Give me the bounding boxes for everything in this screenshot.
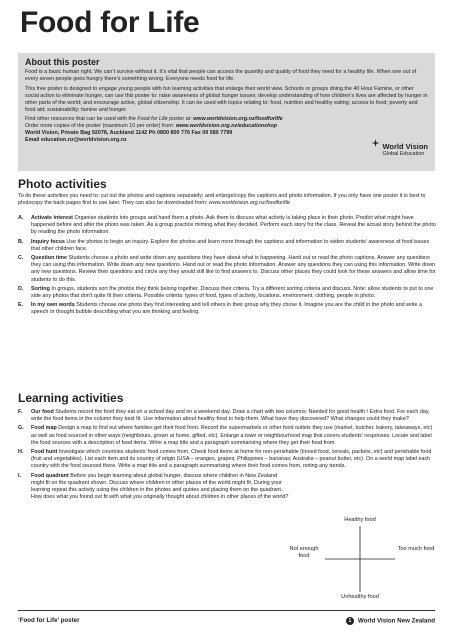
about-box [18,53,435,171]
list-item [18,239,438,253]
list-item [18,215,438,237]
item-keyword: Inquiry focus [31,238,65,245]
about-paragraph-1: Food is a basic human right. We can’t survive without it. It’s vital that people can access the quantity and quality of food they need for a healthy life. When one out of every seven people goes hungry there’s something wrong. Everyone needs food for life. [25,69,417,82]
item-letter: C. [18,254,24,261]
item-text: Organise students into groups and hand them a photo. Ask them to discuss what activity is taking place in their photo. Predict what might have happened before and after the photo was taken. As a group practice miming what they decided. Perform each story for the class. Reveal the actual story behind the photo by reading the photo information. [31,215,436,236]
item-keyword: Question time [31,254,67,261]
contact-info [25,116,428,144]
item-letter: E. [18,302,24,309]
item-keyword: Activate interest [31,215,73,221]
item-keyword: Food quadrant [31,472,69,479]
item-letter: D. [18,285,24,292]
footer-divider [18,610,435,611]
quadrant-label-bottom: Unhealthy food [341,594,379,600]
star-logo-icon [371,139,380,147]
item-letter: I. [18,472,21,479]
address-line: World Vision, Private Bag 92078, Auckland 1142 Ph 0800 800 776 Fax 09 580 7799 [25,130,233,137]
item-letter: H. [18,448,24,455]
list-item [18,409,438,423]
quadrant-label-right: Too much food [397,546,435,552]
footer-poster-name: ‘Food for Life’ poster [18,617,80,624]
quadrant-label-left: Not enough food [289,546,319,559]
item-letter: B. [18,238,24,245]
about-paragraph-2: This free poster is designed to engage young people with fun learning activities that enlarge their world view. Schools or groups doing the 40 Hour Famine, or other social action to eliminate hunger, can use this poster to: raise awareness of global hunger issues; develop understanding of how children’s lives are affected by hunger in other parts of the world; and encourage active, global citizenship. It can be used with topics relating to: food, nutrition and healthy eating; access to food; poverty and food aid; sustainability; famine and hunger. [25,85,428,113]
page-title: Food for Life [20,6,200,39]
find-italic: Food for Life [137,116,168,123]
item-text: Investigate which countries students’ food comes from. Check food items at home for non-perishable (tinned food, cereals, packets, etc) and perishable food (fruit and vegetables). List each item and its country of origin (USA – oranges, grapes; Philippines – bananas; Australia – peanut butter, etc). On a world map label each country with the food sourced there. Write a map title and a paragraph summarising where their food comes from, noting any trends. [31,448,432,470]
item-keyword: Our food [31,409,54,415]
item-text: Students record the food they eat on a school day and on a weekend day. Draw a chart with two columns: Needed for good health / Extra food. For each day, write the food items in the column they best fit. Use information about healthy food to help them. What have they discovered? What changes could they make? [31,409,430,423]
photo-intro-text: To do these activities you need to: cut out the photos and captions separately; and enlarge/copy the captions and photo information. If you only have one poster it is best to photocopy the back pages first to use later. They can also be downloaded from: [18,193,426,207]
email-line[interactable]: Email education.nz@worldvision.org.nz [25,137,127,144]
logo-name: World Vision [382,142,428,151]
item-keyword: Sorting [31,285,50,292]
food-quadrant-diagram [285,514,435,604]
list-item [18,255,438,284]
item-text: Students choose one photo they find interesting and tell others in their group why they chose it. Imagine you are the child in the photo and write a speech or thought bubble describing what you are thinking and feeling. [31,302,423,316]
item-letter: F. [18,409,23,415]
find-url-link[interactable]: www.worldvision.org.nz/foodforlife [193,116,283,123]
list-item [18,425,438,447]
list-item [18,449,438,471]
item-keyword: In my own words [31,302,75,309]
learning-activity-list [18,409,438,503]
find-mid: poster at: [167,116,194,123]
logo-sub: Global Education [382,151,425,157]
item-text: Use the photos to begin an inquiry. Explore the photos and learn more through the captions and information to widen students’ awareness of food issues that other children face. [31,238,430,252]
list-item [18,473,438,502]
order-url-link[interactable]: www.worldvision.org.nz/educationshop [175,123,278,130]
page-number: 1 [346,617,354,625]
about-heading: About this poster [25,57,100,67]
photo-activity-list [18,215,438,318]
photo-intro [18,193,438,207]
footer-org [346,617,435,625]
list-item [18,286,438,300]
item-text: Design a map to find out where families get their food from. Record the supermarkets or other food outlets they use (market, butcher, bakery, takeaways, etc) as well as food sourced in other ways (neighbours, grown at home, gifted, etc). Enlarge a town or neighbourhood map that covers students’ responses. Locate and label the food sources with a description of food items. Write a map title and a paragraph summarising where they get their food from. [31,425,433,446]
item-text: Before you begin learning about global hunger, discuss where children in New Zealand might fit on the quadrant shown. Discuss where children in other places of the world might fit. During your learning repeat this activity using the children in the photos and quotes and placing them on the quadrant. How does what you found out fit with what you originally thought about children in other places of the world? [31,472,289,501]
photo-intro-url[interactable]: www.worldvision.org.nz/foodforlife [208,200,290,207]
item-keyword: Food map [31,425,57,432]
item-text: Students choose a photo and write down any questions they have about what is happening. Hand out or read the photo captions. Answer any questions they can using this information. Write down any new questions. Hand out or read the photo information. Answer any questions they can using this information. Write down any new questions. Review their questions and circle any they would still like to find answers to. Discuss other places they could look for these answers and allow time for students to do this. [31,254,436,283]
item-text: In groups, students sort the photos they think belong together. Discuss their criteria. Try a different sorting criteria and discuss. Note: allow students to put to one side any photos that don’t quite fit their criteria. Possible criteria: types of food, types of activity, locations, environment, clothing, people in photo. [31,285,434,299]
item-letter: A. [18,215,24,221]
world-vision-logo [382,142,428,157]
item-letter: G. [18,425,24,432]
order-text: Order more copies of the poster (maximum 10 per order) from: [25,123,176,130]
photo-activities-heading: Photo activities [18,177,107,191]
quadrant-label-top: Healthy food [344,517,376,523]
find-text: Find other resources that can be used with the [25,116,138,123]
learning-activities-heading: Learning activities [18,391,124,405]
item-keyword: Food hunt [31,448,58,455]
list-item [18,302,438,316]
footer-org-name: World Vision New Zealand [357,617,435,625]
